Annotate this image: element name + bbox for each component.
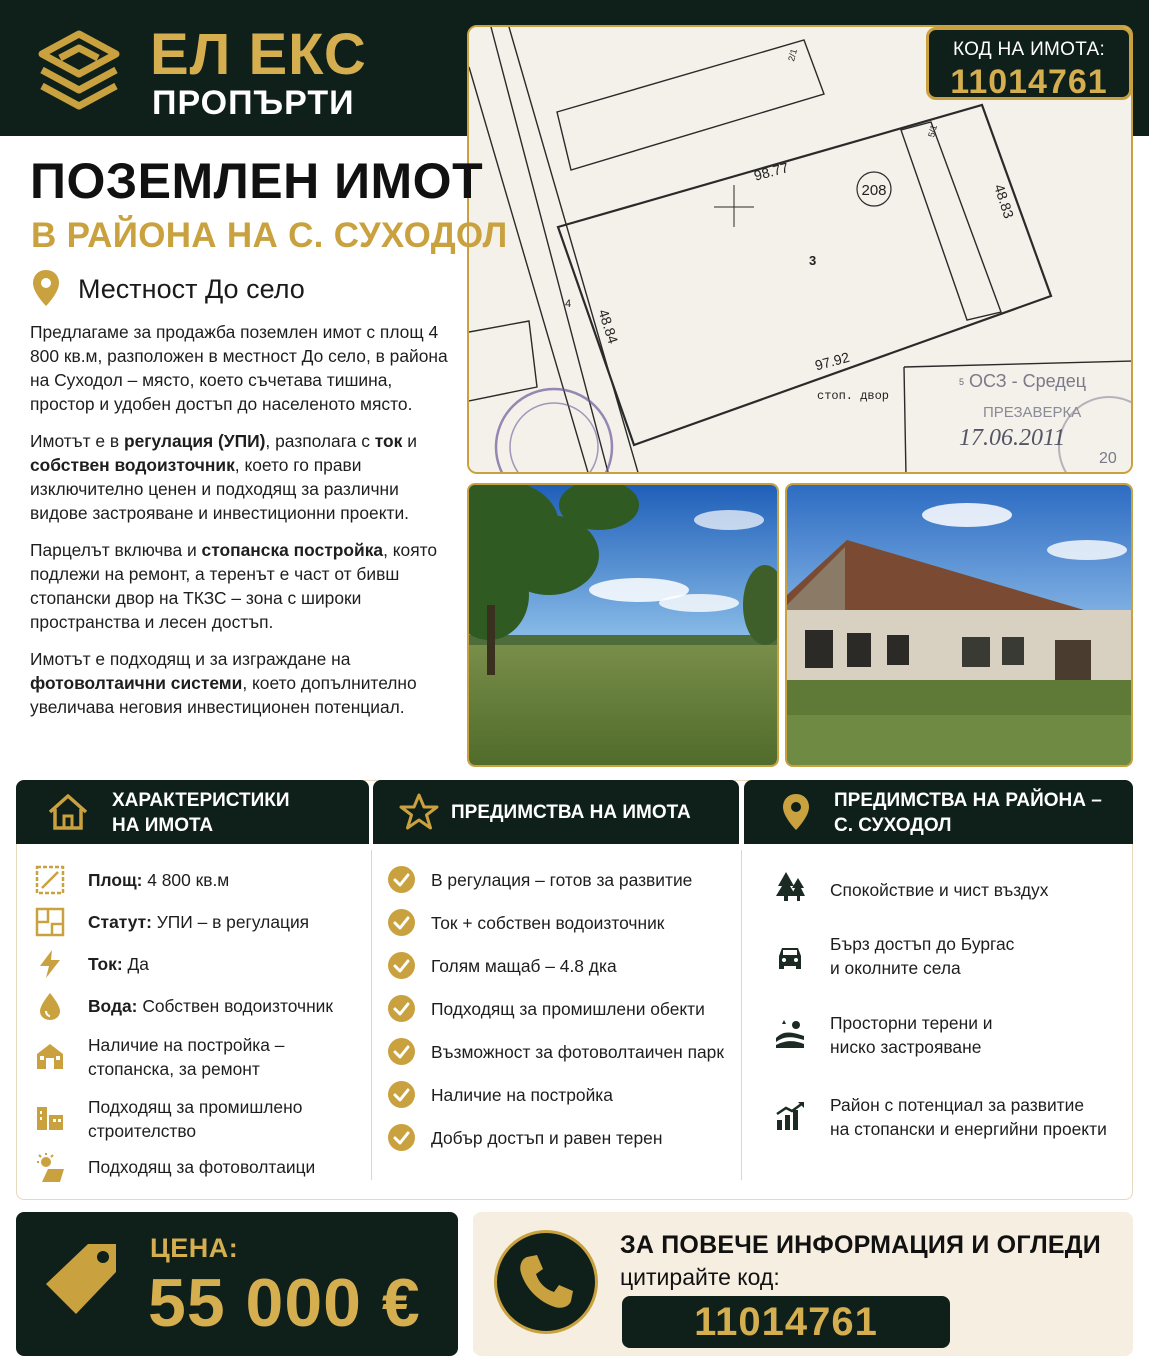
- map-neighbor-number: 4: [565, 298, 572, 310]
- map-small-label: 20: [1099, 450, 1117, 467]
- check-icon: [388, 995, 415, 1022]
- characteristics-title-line2: НА ИМОТА: [112, 815, 214, 836]
- house-icon: [46, 792, 90, 832]
- contact-code: 11014761: [622, 1296, 950, 1348]
- characteristic-status: Статут: УПИ – в регулация: [88, 912, 310, 932]
- advantage-item: Голям мащаб – 4.8 дка: [431, 956, 617, 976]
- brand-subname: ПРОПЪРТИ: [152, 84, 355, 122]
- star-icon: [397, 792, 441, 832]
- characteristic-solar: Подходящ за фотоволтаици: [88, 1157, 316, 1177]
- brand-name: ЕЛ ЕКС: [150, 22, 367, 87]
- check-icon: [388, 1124, 415, 1151]
- water-drop-icon: [34, 990, 66, 1022]
- growth-chart-icon: [774, 1100, 806, 1132]
- map-parcel-number: 3: [809, 253, 817, 268]
- stamp-subtitle: ПРЕЗАВЕРКА: [983, 404, 1082, 421]
- map-label-top: 98.77: [752, 159, 791, 184]
- area-advantage-potential: Район с потенциал за развитие на стопански и енергийни проекти: [830, 1095, 1107, 1139]
- advantage-item: Подходящ за промишлени обекти: [431, 999, 705, 1019]
- area-advantage-air: Спокойствие и чист въздух: [830, 880, 1049, 900]
- phone-icon: [497, 1233, 595, 1331]
- advantage-item: Добър достъп и равен терен: [431, 1128, 663, 1148]
- advantage-item: Наличие на постройка: [431, 1085, 613, 1105]
- map-lot-number: 208: [861, 182, 887, 199]
- stamp-date: 17.06.2011: [959, 425, 1066, 451]
- description-paragraph-3: Парцелът включва и стопанска постройка, която подлежи на ремонт, а теренът е част от бивш стопански двор на ТКЗС – зона с широки пространства и лесен достъп.: [30, 540, 438, 632]
- page-subtitle: В РАЙОНА НА С. СУХОДОЛ: [31, 216, 508, 255]
- landscape-icon: [774, 1018, 806, 1050]
- industry-icon: [34, 1101, 66, 1133]
- check-icon: [388, 909, 415, 936]
- check-icon: [388, 866, 415, 893]
- column-divider: [371, 850, 372, 1180]
- advantage-item: Възможност за фотоволтаичен парк: [431, 1042, 724, 1062]
- advantages-title: ПРЕДИМСТВА НА ИМОТА: [451, 802, 691, 823]
- characteristic-power: Ток: Да: [88, 954, 149, 974]
- stamp-title: ОСЗ - Средец: [969, 371, 1087, 391]
- trees-icon: [774, 870, 806, 902]
- characteristics-title-line1: ХАРАКТЕРИСТИКИ: [112, 790, 290, 811]
- characteristic-industrial: Подходящ за промишлено строителство: [88, 1097, 303, 1141]
- solar-icon: [34, 1152, 66, 1184]
- area-advantage-terrain: Просторни терени и ниско застрояване: [830, 1013, 993, 1057]
- map-label-bottom: 97.92: [813, 348, 852, 374]
- characteristic-area: Площ: 4 800 кв.м: [88, 870, 230, 890]
- characteristic-building: Наличие на постройка – стопанска, за ремонт: [88, 1035, 285, 1079]
- property-code-label: КОД НА ИМОТА:: [952, 39, 1106, 60]
- property-code-badge: [926, 27, 1132, 100]
- check-icon: [388, 952, 415, 979]
- map-label-right: 48.83: [991, 182, 1018, 221]
- field-with-tree-photo: [467, 483, 779, 767]
- old-farm-building-photo: [785, 483, 1133, 767]
- map-small-label: 2/1: [786, 47, 799, 63]
- plan-icon: [34, 906, 66, 938]
- description: [30, 320, 450, 732]
- farm-building-icon: [34, 1040, 66, 1072]
- check-icon: [388, 1038, 415, 1065]
- map-small-label: 5/1: [926, 123, 939, 139]
- area-advantage-access: Бърз достъп до Бургас и околните села: [830, 934, 1015, 978]
- column-divider: [741, 850, 742, 1180]
- advantages-header: [373, 780, 739, 844]
- area-title-line1: ПРЕДИМСТВА НА РАЙОНА –: [834, 790, 1102, 811]
- description-paragraph-4: Имотът е подходящ и за изграждане на фотоволтаични системи, което допълнително увеличава неговия инвестиционен потенциал.: [30, 649, 417, 717]
- property-code-value: 11014761: [950, 63, 1108, 101]
- description-paragraph-2: Имотът е в регулация (УПИ), разполага с ток и собствен водоизточник, което го прави изключително ценен и подходящ за различни видове застрояване и инвестиционни проекти.: [30, 431, 417, 523]
- contact-title: ЗА ПОВЕЧЕ ИНФОРМАЦИЯ И ОГЛЕДИ: [620, 1231, 1101, 1259]
- page-title: ПОЗЕМЛЕН ИМОТ: [30, 153, 484, 209]
- characteristics-header: [16, 780, 369, 844]
- description-paragraph-1: Предлагаме за продажба поземлен имот с площ 4 800 кв.м, разположен в местност До село, в района на Суходол – място, което съчетава тишина, простор и удобен достъп до населеното място.: [30, 322, 448, 414]
- layered-box-logo-icon: [36, 28, 122, 114]
- price-tag-icon: [40, 1238, 124, 1322]
- advantage-item: Ток + собствен водоизточник: [431, 913, 665, 933]
- area-title-line2: С. СУХОДОЛ: [834, 815, 952, 836]
- area-header: [744, 780, 1133, 844]
- car-icon: [774, 940, 806, 972]
- contact-subtitle: цитирайте код:: [620, 1264, 780, 1290]
- map-small-label: 5: [959, 377, 965, 387]
- characteristic-water: Вода: Собствен водоизточник: [88, 996, 334, 1016]
- advantage-item: В регулация – готов за развитие: [431, 870, 693, 890]
- price-value: 55 000 €: [148, 1265, 421, 1341]
- price-label: ЦЕНА:: [150, 1233, 239, 1263]
- map-pin-icon: [30, 268, 62, 308]
- map-label-left: 48.84: [595, 307, 622, 346]
- map-pin-icon: [774, 792, 818, 832]
- area-icon: [34, 864, 66, 896]
- check-icon: [388, 1081, 415, 1108]
- map-label-yard: стоп. двор: [817, 389, 890, 403]
- lightning-icon: [34, 948, 66, 980]
- location-text: Местност До село: [78, 274, 305, 304]
- phone-badge: [494, 1230, 598, 1334]
